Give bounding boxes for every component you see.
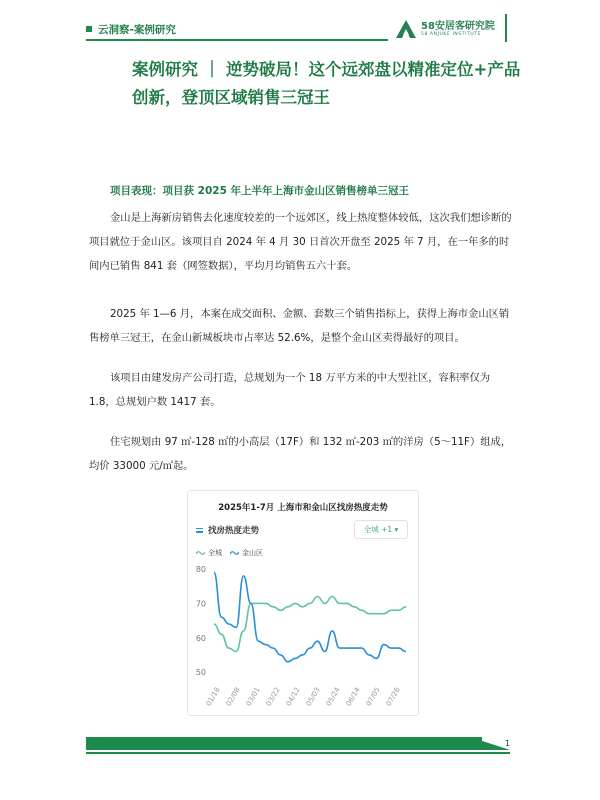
paragraph-1: 金山是上海新房销售去化速度较差的一个远郊区，线上热度整体较低，这次我们想诊断的项目就位于金山区。该项目自 2024 年 4 月 30 日首次开盘至 2025 年 7 月，在一年多的时间内已销售 841 套（网签数据），平均月均销售五六十套。 xyxy=(89,212,512,272)
logo-subtitle: 58 ANJUKE INSTITUTE xyxy=(421,31,482,37)
x-tick-label: 07/05 xyxy=(364,686,382,708)
page-title: 案例研究 ｜ 逆势破局！这个远郊盘以精准定位+产品创新，登顶区域销售三冠王 xyxy=(132,60,521,107)
header-rule xyxy=(86,39,388,41)
paragraph-3: 该项目由建发房产公司打造，总规划为一个 18 万平方米的中大型社区，容积率仅为 1.8，总规划户数 1417 套。 xyxy=(89,372,491,408)
section-label-text: 云洞察-案例研究 xyxy=(98,23,176,36)
page-number: 1 xyxy=(505,739,511,748)
section-heading: 项目表现：项目获 2025 年上半年上海市金山区销售榜单三冠王 xyxy=(110,185,410,197)
city-filter-dropdown[interactable]: 全城 +1 ▾ xyxy=(354,520,408,539)
y-tick-label: 50 xyxy=(195,668,206,678)
chart-legend-title-row xyxy=(196,524,259,536)
x-tick-label: 05/03 xyxy=(304,686,322,708)
series-line-citywide xyxy=(214,597,406,652)
paragraph-2: 2025 年 1—6 月，本案在成交面积、金额、套数三个销售指标上，获得上海市金山区销售榜单三冠王，在金山新城板块市占率达 52.6%，是整个金山区卖得最好的项目。 xyxy=(89,308,510,344)
legend-label-citywide: 全城 xyxy=(208,549,222,557)
footer-band xyxy=(86,737,482,750)
series-legend xyxy=(196,548,263,558)
x-tick-label: 03/01 xyxy=(244,686,262,708)
x-tick-label: 04/12 xyxy=(284,686,302,708)
logo-mark-icon xyxy=(395,19,417,39)
header-bullet xyxy=(86,26,92,32)
x-tick-label: 03/22 xyxy=(264,686,282,708)
y-tick-label: 60 xyxy=(195,633,206,643)
logo-divider xyxy=(505,14,507,42)
trend-icon xyxy=(196,528,203,533)
series-line-jinshan xyxy=(214,572,406,661)
legend-wave-icon xyxy=(196,550,205,556)
chart-card xyxy=(187,490,419,716)
line-chart xyxy=(188,561,418,711)
brand-logo xyxy=(395,16,495,42)
x-tick-label: 01/18 xyxy=(204,686,222,708)
legend-wave-icon xyxy=(230,550,239,556)
x-tick-label: 06/14 xyxy=(344,686,362,708)
legend-item-jinshan[interactable] xyxy=(230,548,263,558)
y-tick-label: 80 xyxy=(195,565,206,574)
logo-text xyxy=(421,21,495,38)
logo-name: 58安居客研究院 xyxy=(421,20,495,32)
x-tick-label: 07/26 xyxy=(384,686,402,708)
header-section-label xyxy=(86,20,176,38)
chart-title: 2025年1-7月 上海市和金山区找房热度走势 xyxy=(218,503,388,513)
chart-legend-title: 找房热度走势 xyxy=(208,526,260,536)
y-tick-label: 70 xyxy=(195,599,206,609)
legend-label-jinshan: 金山区 xyxy=(242,549,263,557)
footer-band-tail xyxy=(470,737,510,750)
footer-rule xyxy=(86,752,510,754)
x-tick-label: 05/24 xyxy=(324,686,342,708)
legend-item-citywide[interactable] xyxy=(196,548,222,558)
x-tick-label: 02/08 xyxy=(224,686,242,708)
paragraph-4: 住宅规划由 97 ㎡-128 ㎡的小高层（17F）和 132 ㎡-203 ㎡的洋房（5～11F）组成，均价 33000 元/㎡起。 xyxy=(89,436,512,472)
